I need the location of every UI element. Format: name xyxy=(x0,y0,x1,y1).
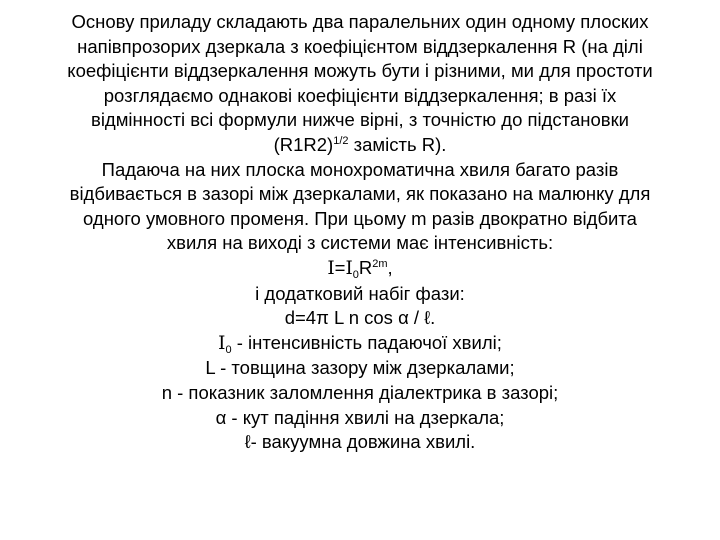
paragraph1-line1: Основу приладу складають два паралельних один одному плоских xyxy=(71,11,649,32)
paragraph2-line1: Падаюча на них плоска монохроматична хвиля багато разів xyxy=(101,158,619,180)
phase-formula: d=4π L n cos α / ℓ. xyxy=(284,307,436,329)
phase-intro-line: і додатковий набіг фази: xyxy=(255,282,465,304)
intensity-symbol: I xyxy=(327,257,335,279)
intensity-formula xyxy=(20,256,700,282)
formula-comma: , xyxy=(387,256,393,278)
r1r2-text: (R1R2) xyxy=(273,133,334,155)
incident-intensity-subscript: 0 xyxy=(352,268,359,281)
paragraph2-line3: одного умовного променя. При цьому m разів двократно відбита xyxy=(83,207,637,229)
definition-n: n - показник заломлення діалектрика в зазорі; xyxy=(161,381,559,403)
r1r2-exponent: 1/2 xyxy=(333,134,349,147)
paragraph1-line4: розглядаємо однакові коефіцієнти віддзеркалення; в разі їх xyxy=(103,84,617,106)
reflectance-symbol: R xyxy=(358,256,373,278)
def-i0-subscript: 0 xyxy=(225,343,232,356)
paragraph2-line2: відбивається в зазорі між дзеркалами, як показано на малюнку для xyxy=(69,183,651,205)
def-i0-symbol: I xyxy=(218,332,226,354)
paragraph1-line5: відмінності всі формули нижче вірні, з точністю до підстановки xyxy=(90,109,630,131)
paragraph2-line4: хвиля на виході з системи має інтенсивність: xyxy=(166,232,554,254)
definition-L: L - товщина зазору між дзеркалами; xyxy=(205,357,515,379)
paragraph1-line3: коефіцієнти віддзеркалення можуть бути і різними, ми для простоти xyxy=(67,60,653,82)
definition-i0 xyxy=(20,331,700,357)
paragraph1-line6 xyxy=(20,133,700,158)
def-i0-text: - інтенсивність падаючої хвилі; xyxy=(231,331,502,353)
definition-ell: ℓ- вакуумна довжина хвилі. xyxy=(244,431,476,453)
reflectance-exponent: 2m xyxy=(372,257,388,270)
equals-sign: = xyxy=(334,256,346,278)
paragraph1-line2: напівпрозорих дзеркала з коефіцієнтом віддзеркалення R (на ділі xyxy=(77,35,643,57)
paragraph1-line6-tail: замість R). xyxy=(348,133,447,155)
definition-alpha: α - кут падіння хвилі на дзеркала; xyxy=(215,406,505,428)
text-block xyxy=(20,10,700,455)
incident-intensity-symbol: I xyxy=(345,257,353,279)
